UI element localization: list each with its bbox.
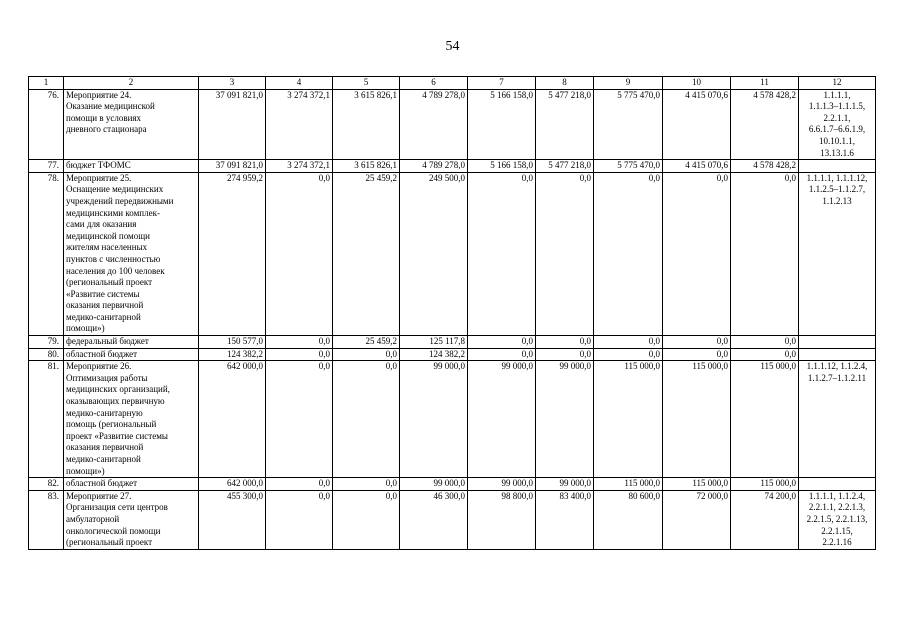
header-cell: 4	[266, 77, 333, 90]
header-cell: 2	[64, 77, 199, 90]
value-cell: 4 578 428,2	[731, 89, 799, 160]
value-cell: 274 959,2	[199, 172, 266, 335]
value-cell: 46 300,0	[400, 490, 468, 549]
reference-cell	[799, 160, 876, 173]
value-cell: 99 000,0	[468, 361, 536, 478]
value-cell: 0,0	[663, 336, 731, 349]
budget-table	[28, 76, 876, 550]
table-row	[29, 348, 876, 361]
value-cell: 0,0	[266, 348, 333, 361]
table-row	[29, 172, 876, 335]
value-cell: 0,0	[468, 348, 536, 361]
value-cell: 25 459,2	[333, 172, 400, 335]
value-cell: 0,0	[594, 172, 663, 335]
value-cell: 0,0	[536, 336, 594, 349]
header-cell: 12	[799, 77, 876, 90]
value-cell: 37 091 821,0	[199, 89, 266, 160]
value-cell: 3 615 826,1	[333, 160, 400, 173]
header-cell: 7	[468, 77, 536, 90]
value-cell: 5 775 470,0	[594, 160, 663, 173]
value-cell: 99 000,0	[536, 361, 594, 478]
value-cell: 5 166 158,0	[468, 160, 536, 173]
row-name: бюджет ТФОМС	[64, 160, 199, 173]
header-cell: 3	[199, 77, 266, 90]
row-name: областной бюджет	[64, 478, 199, 491]
value-cell: 0,0	[266, 336, 333, 349]
value-cell: 0,0	[594, 336, 663, 349]
value-cell: 115 000,0	[594, 478, 663, 491]
value-cell: 99 000,0	[400, 361, 468, 478]
row-number: 81.	[29, 361, 64, 478]
reference-cell: 1.1.1.12, 1.1.2.4, 1.1.2.7–1.1.2.11	[799, 361, 876, 478]
value-cell: 642 000,0	[199, 361, 266, 478]
row-number: 77.	[29, 160, 64, 173]
header-cell: 8	[536, 77, 594, 90]
value-cell: 0,0	[266, 361, 333, 478]
header-cell: 5	[333, 77, 400, 90]
value-cell: 115 000,0	[594, 361, 663, 478]
header-cell: 1	[29, 77, 64, 90]
value-cell: 3 274 372,1	[266, 160, 333, 173]
row-name: областной бюджет	[64, 348, 199, 361]
row-number: 80.	[29, 348, 64, 361]
reference-cell	[799, 336, 876, 349]
value-cell: 98 800,0	[468, 490, 536, 549]
value-cell: 72 000,0	[663, 490, 731, 549]
value-cell: 115 000,0	[663, 361, 731, 478]
header-row	[29, 77, 876, 90]
value-cell: 125 117,8	[400, 336, 468, 349]
value-cell: 5 477 218,0	[536, 89, 594, 160]
value-cell: 150 577,0	[199, 336, 266, 349]
row-name: федеральный бюджет	[64, 336, 199, 349]
reference-cell: 1.1.1.1, 1.1.1.3–1.1.1.5, 2.2.1.1, 6.6.1.7–6.6.1.9, 10.10.1.1, 13.13.1.6	[799, 89, 876, 160]
value-cell: 115 000,0	[731, 361, 799, 478]
value-cell: 0,0	[536, 172, 594, 335]
row-number: 79.	[29, 336, 64, 349]
value-cell: 249 500,0	[400, 172, 468, 335]
value-cell: 0,0	[266, 172, 333, 335]
value-cell: 4 789 278,0	[400, 160, 468, 173]
table-row	[29, 160, 876, 173]
value-cell: 0,0	[333, 478, 400, 491]
value-cell: 4 415 070,6	[663, 160, 731, 173]
table-row	[29, 478, 876, 491]
row-number: 76.	[29, 89, 64, 160]
reference-cell	[799, 478, 876, 491]
reference-cell	[799, 348, 876, 361]
row-name: Мероприятие 24. Оказание медицинской помощи в условиях дневного стационара	[64, 89, 199, 160]
value-cell: 0,0	[594, 348, 663, 361]
value-cell: 0,0	[468, 336, 536, 349]
row-name: Мероприятие 27. Организация сети центров амбулаторной онкологической помощи (региональный проект	[64, 490, 199, 549]
value-cell: 0,0	[663, 348, 731, 361]
value-cell: 455 300,0	[199, 490, 266, 549]
value-cell: 99 000,0	[468, 478, 536, 491]
header-cell: 9	[594, 77, 663, 90]
value-cell: 0,0	[731, 348, 799, 361]
value-cell: 0,0	[731, 336, 799, 349]
page-number: 54	[445, 39, 460, 54]
value-cell: 37 091 821,0	[199, 160, 266, 173]
table-row	[29, 490, 876, 549]
value-cell: 0,0	[266, 478, 333, 491]
value-cell: 5 477 218,0	[536, 160, 594, 173]
value-cell: 74 200,0	[731, 490, 799, 549]
value-cell: 99 000,0	[400, 478, 468, 491]
value-cell: 124 382,2	[400, 348, 468, 361]
header-cell: 10	[663, 77, 731, 90]
value-cell: 0,0	[663, 172, 731, 335]
value-cell: 0,0	[536, 348, 594, 361]
value-cell: 83 400,0	[536, 490, 594, 549]
table-row	[29, 336, 876, 349]
reference-cell: 1.1.1.1, 1.1.1.12, 1.1.2.5–1.1.2.7, 1.1.2.13	[799, 172, 876, 335]
reference-cell: 1.1.1.1, 1.1.2.4, 2.2.1.1, 2.2.1.3, 2.2.1.5, 2.2.1.13, 2.2.1.15, 2.2.1.16	[799, 490, 876, 549]
row-number: 78.	[29, 172, 64, 335]
table-row	[29, 361, 876, 478]
value-cell: 0,0	[468, 172, 536, 335]
value-cell: 3 615 826,1	[333, 89, 400, 160]
value-cell: 5 166 158,0	[468, 89, 536, 160]
header-cell: 11	[731, 77, 799, 90]
value-cell: 5 775 470,0	[594, 89, 663, 160]
value-cell: 4 789 278,0	[400, 89, 468, 160]
row-number: 82.	[29, 478, 64, 491]
row-name: Мероприятие 25. Оснащение медицинских учреждений передвижными медицинскими комплек- сами для оказания медицинской помощи жителям населенных пунктов с численностью населения до 100 человек (региональный проект «Развитие системы оказания первичной медико-санитарной помощи»)	[64, 172, 199, 335]
value-cell: 4 415 070,6	[663, 89, 731, 160]
value-cell: 0,0	[333, 490, 400, 549]
value-cell: 0,0	[266, 490, 333, 549]
value-cell: 80 600,0	[594, 490, 663, 549]
value-cell: 4 578 428,2	[731, 160, 799, 173]
value-cell: 124 382,2	[199, 348, 266, 361]
value-cell: 115 000,0	[731, 478, 799, 491]
value-cell: 3 274 372,1	[266, 89, 333, 160]
value-cell: 642 000,0	[199, 478, 266, 491]
value-cell: 25 459,2	[333, 336, 400, 349]
value-cell: 0,0	[333, 348, 400, 361]
table-row	[29, 89, 876, 160]
value-cell: 115 000,0	[663, 478, 731, 491]
value-cell: 0,0	[731, 172, 799, 335]
row-number: 83.	[29, 490, 64, 549]
row-name: Мероприятие 26. Оптимизация работы медицинских организаций, оказывающих первичную медико-санитарную помощь (региональный проект «Развитие системы оказания первичной медико-санитарной помощи»)	[64, 361, 199, 478]
value-cell: 0,0	[333, 361, 400, 478]
value-cell: 99 000,0	[536, 478, 594, 491]
header-cell: 6	[400, 77, 468, 90]
